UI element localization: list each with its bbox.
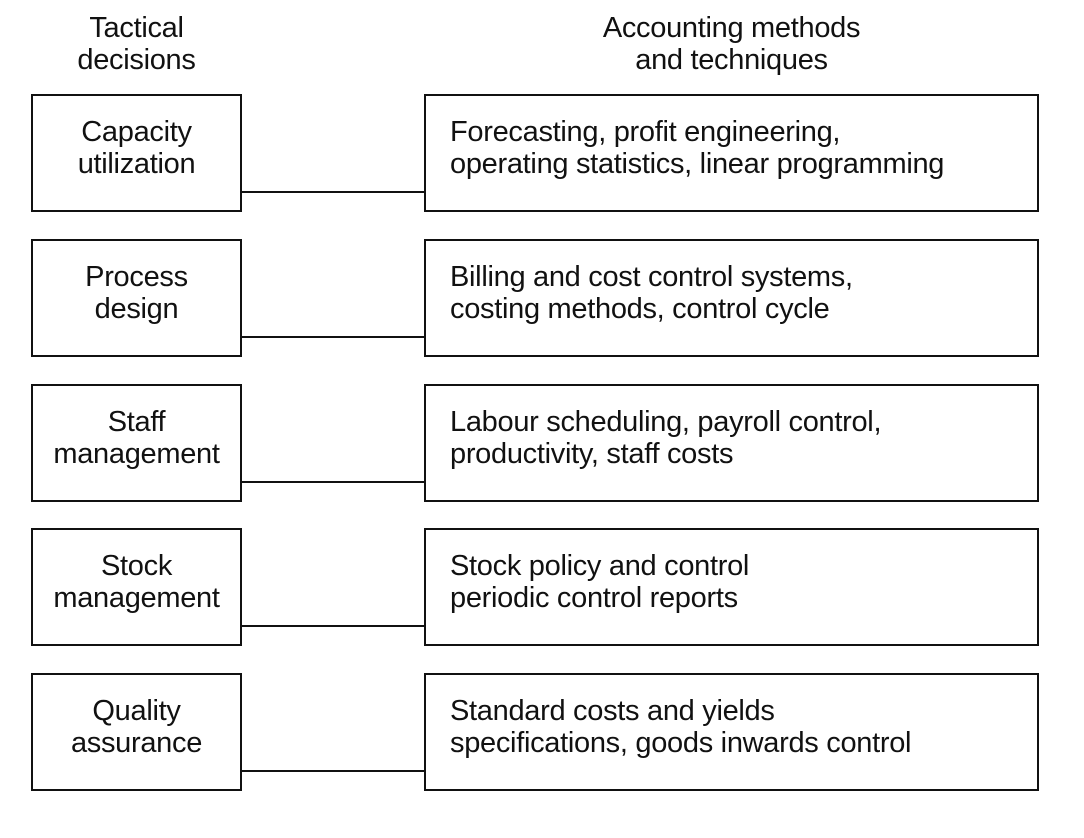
methods-text: costing methods, control cycle bbox=[450, 293, 830, 325]
methods-text: operating statistics, linear programming bbox=[450, 148, 945, 180]
connector-line bbox=[242, 625, 424, 627]
row-staff-management bbox=[0, 384, 1084, 504]
decision-box bbox=[31, 94, 242, 212]
methods-box bbox=[424, 239, 1039, 357]
connector-line bbox=[242, 770, 424, 772]
decision-box bbox=[31, 384, 242, 502]
connector-line bbox=[242, 481, 424, 483]
row-capacity-utilization bbox=[0, 94, 1084, 214]
methods-box bbox=[424, 528, 1039, 646]
methods-text: Billing and cost control systems, bbox=[450, 261, 853, 293]
methods-box bbox=[424, 384, 1039, 502]
connector-line bbox=[242, 336, 424, 338]
connector-line bbox=[242, 191, 424, 193]
decision-label: Staff bbox=[107, 406, 166, 438]
methods-box bbox=[424, 673, 1039, 791]
decision-label: utilization bbox=[77, 148, 196, 180]
decision-label: design bbox=[94, 293, 179, 325]
decision-label: Quality bbox=[92, 695, 181, 727]
header-line: decisions bbox=[77, 44, 196, 76]
header-tactical-decisions bbox=[31, 12, 242, 76]
decision-label: management bbox=[53, 582, 220, 614]
decision-box bbox=[31, 673, 242, 791]
row-quality-assurance bbox=[0, 673, 1084, 793]
methods-text: Labour scheduling, payroll control, bbox=[450, 406, 882, 438]
row-process-design bbox=[0, 239, 1084, 359]
methods-text: Forecasting, profit engineering, bbox=[450, 116, 841, 148]
decision-label: Stock bbox=[100, 550, 173, 582]
decision-label: management bbox=[53, 438, 220, 470]
decision-box bbox=[31, 528, 242, 646]
decision-label: assurance bbox=[70, 727, 203, 759]
decision-label: Capacity bbox=[81, 116, 192, 148]
methods-text: periodic control reports bbox=[450, 582, 738, 614]
methods-box bbox=[424, 94, 1039, 212]
methods-text: specifications, goods inwards control bbox=[450, 727, 912, 759]
decision-box bbox=[31, 239, 242, 357]
header-accounting-methods bbox=[424, 12, 1039, 76]
header-line: Tactical bbox=[89, 12, 184, 44]
header-line: and techniques bbox=[635, 44, 828, 76]
methods-text: productivity, staff costs bbox=[450, 438, 734, 470]
methods-text: Standard costs and yields bbox=[450, 695, 775, 727]
methods-text: Stock policy and control bbox=[450, 550, 750, 582]
decision-label: Process bbox=[85, 261, 188, 293]
header-line: Accounting methods bbox=[602, 12, 861, 44]
row-stock-management bbox=[0, 528, 1084, 648]
